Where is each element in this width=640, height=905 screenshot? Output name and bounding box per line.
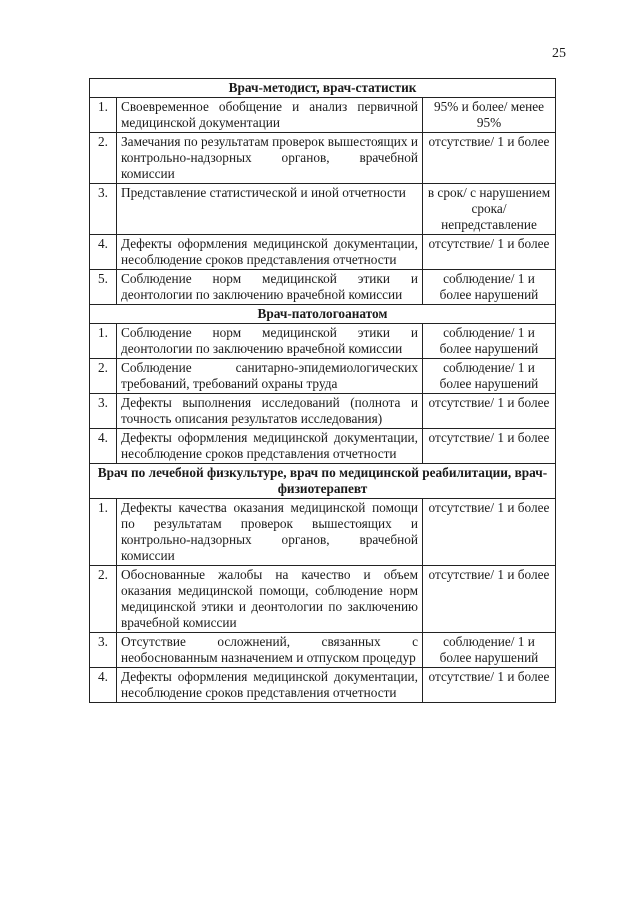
criterion-text: Соблюдение норм медицинской этики и деонтологии по заключению врачебной комиссии xyxy=(117,270,423,305)
table-row xyxy=(90,566,556,633)
criterion-text: Дефекты оформления медицинской документации, несоблюдение сроков представления отчетности xyxy=(117,668,423,703)
row-number: 2. xyxy=(90,133,117,184)
section-title: Врач-патологоанатом xyxy=(90,305,556,324)
section-header xyxy=(90,464,556,499)
criterion-value: соблюдение/ 1 и более нарушений xyxy=(423,324,556,359)
criterion-value: отсутствие/ 1 и более xyxy=(423,235,556,270)
criterion-value: соблюдение/ 1 и более нарушений xyxy=(423,270,556,305)
section-title: Врач по лечебной физкультуре, врач по медицинской реабилитации, врач-физиотерапевт xyxy=(90,464,556,499)
criteria-table xyxy=(89,78,556,703)
section-title: Врач-методист, врач-статистик xyxy=(90,79,556,98)
table-row xyxy=(90,668,556,703)
table-row xyxy=(90,324,556,359)
table-row xyxy=(90,184,556,235)
criterion-value: отсутствие/ 1 и более xyxy=(423,668,556,703)
section-header xyxy=(90,305,556,324)
criterion-value: отсутствие/ 1 и более xyxy=(423,394,556,429)
criterion-text: Отсутствие осложнений, связанных с необоснованным назначением и отпуском процедур xyxy=(117,633,423,668)
table-row xyxy=(90,133,556,184)
row-number: 4. xyxy=(90,429,117,464)
table-row xyxy=(90,270,556,305)
row-number: 3. xyxy=(90,394,117,429)
criterion-value: соблюдение/ 1 и более нарушений xyxy=(423,633,556,668)
row-number: 1. xyxy=(90,98,117,133)
criterion-value: отсутствие/ 1 и более xyxy=(423,566,556,633)
criterion-value: 95% и более/ менее 95% xyxy=(423,98,556,133)
table-row xyxy=(90,98,556,133)
row-number: 1. xyxy=(90,499,117,566)
page-number: 25 xyxy=(552,46,566,61)
table-row xyxy=(90,499,556,566)
criterion-text: Обоснованные жалобы на качество и объем оказания медицинской помощи, соблюдение норм медицинской этики и деонтологии по заключению врачебной комиссии xyxy=(117,566,423,633)
row-number: 2. xyxy=(90,566,117,633)
row-number: 2. xyxy=(90,359,117,394)
row-number: 3. xyxy=(90,633,117,668)
table-row xyxy=(90,235,556,270)
section-header xyxy=(90,79,556,98)
row-number: 4. xyxy=(90,235,117,270)
criterion-value: отсутствие/ 1 и более xyxy=(423,499,556,566)
criterion-text: Дефекты выполнения исследований (полнота и точность описания результатов исследования) xyxy=(117,394,423,429)
criterion-text: Соблюдение санитарно-эпидемиологических требований, требований охраны труда xyxy=(117,359,423,394)
table-row xyxy=(90,359,556,394)
criterion-value: в срок/ с нарушением срока/ непредставление xyxy=(423,184,556,235)
table-row xyxy=(90,429,556,464)
criterion-text: Дефекты оформления медицинской документации, несоблюдение сроков представления отчетности xyxy=(117,429,423,464)
criterion-text: Замечания по результатам проверок вышестоящих и контрольно-надзорных органов, врачебной комиссии xyxy=(117,133,423,184)
row-number: 3. xyxy=(90,184,117,235)
criterion-value: отсутствие/ 1 и более xyxy=(423,133,556,184)
table-row xyxy=(90,394,556,429)
criterion-text: Дефекты качества оказания медицинской помощи по результатам проверок вышестоящих и контрольно-надзорных органов, врачебной комиссии xyxy=(117,499,423,566)
criterion-text: Дефекты оформления медицинской документации, несоблюдение сроков представления отчетности xyxy=(117,235,423,270)
table-row xyxy=(90,633,556,668)
row-number: 5. xyxy=(90,270,117,305)
row-number: 1. xyxy=(90,324,117,359)
criterion-text: Представление статистической и иной отчетности xyxy=(117,184,423,235)
criterion-text: Соблюдение норм медицинской этики и деонтологии по заключению врачебной комиссии xyxy=(117,324,423,359)
criterion-value: соблюдение/ 1 и более нарушений xyxy=(423,359,556,394)
row-number: 4. xyxy=(90,668,117,703)
criterion-text: Своевременное обобщение и анализ первичной медицинской документации xyxy=(117,98,423,133)
criterion-value: отсутствие/ 1 и более xyxy=(423,429,556,464)
